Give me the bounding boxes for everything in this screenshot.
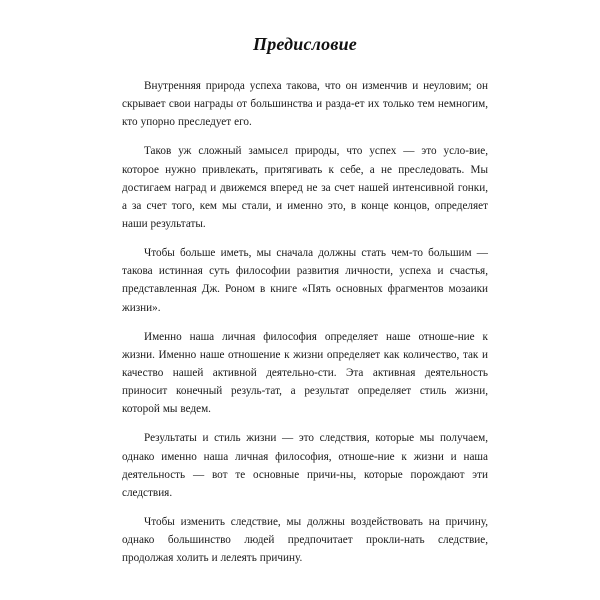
paragraph: Чтобы изменить следствие, мы должны воздействовать на причину, однако большинство людей предпочитает прокли-нать следствие, продолжая холить и лелеять причину. [122,515,488,565]
paragraph: Результаты и стиль жизни — это следствия, которые мы получаем, однако именно наша личная философия, отноше-ние к жизни и наша деятельность — вот те основные причи-ны, которые порождают эти следствия. [122,432,488,499]
page-content [122,34,488,567]
paragraph: Чтобы больше иметь, мы сначала должны стать чем-то большим — такова истинная суть философии развития личности, успеха и счастья, представленная Дж. Роном в книге «Пять основных фрагментов мозаики жизни». [122,247,488,314]
paragraph: Внутренняя природа успеха такова, что он изменчив и неуловим; он скрывает свои награды от большинства и разда-ет их только тем немногим, кто упорно преследует его. [122,80,488,129]
paragraph: Именно наша личная философия определяет наше отноше-ние к жизни. Именно наше отношение к жизни определяет как количество, так и качество нашей активной деятельно-сти. Эта активная деятельность приносит конечный резуль-тат, а результат определяет стиль жизни, которой мы ведем. [122,330,488,416]
paragraph: Таков уж сложный замысел природы, что успех — это усло-вие, которое нужно привлекать, притягивать к себе, а не преследовать. Мы достигаем наград и движемся вперед не за счет нашей интенсивной гонки, а за счет того, кем мы стали, и именно это, в конце концов, определяет наши результаты. [122,145,488,230]
page-title: Предисловие [253,34,357,54]
